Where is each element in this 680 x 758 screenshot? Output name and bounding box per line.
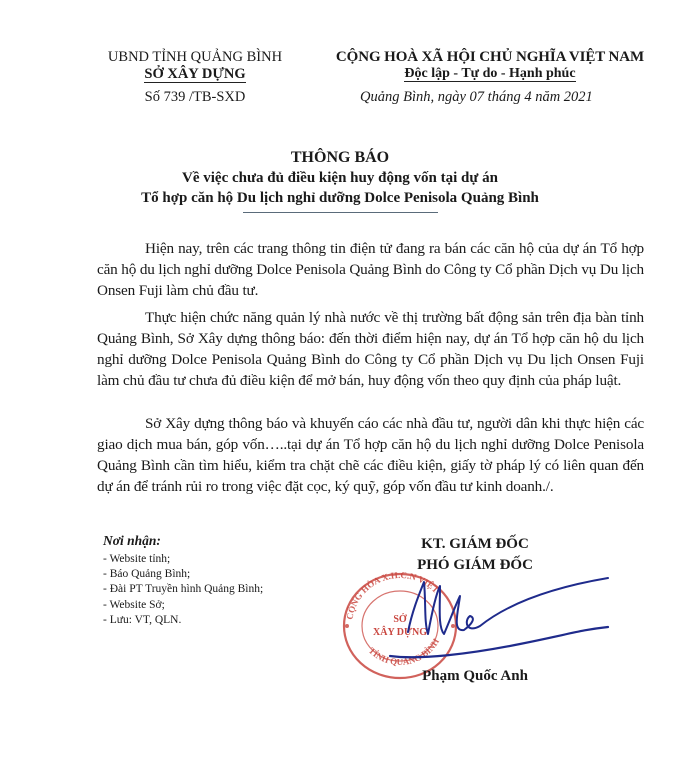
signature-authority-line: KT. GIÁM ĐỐC bbox=[421, 536, 529, 552]
subject-line-2: Tổ hợp căn hộ Du lịch nghỉ dưỡng Dolce Penisola Quảng Bình bbox=[141, 190, 539, 206]
recipients-heading: Nơi nhận: bbox=[103, 533, 161, 548]
document-type: THÔNG BÁO bbox=[290, 149, 390, 166]
document-number: Số 739 /TB-SXD bbox=[144, 89, 246, 105]
subject-line-1: Về việc chưa đủ điều kiện huy động vốn tại dự án bbox=[182, 170, 498, 186]
agency-name bbox=[90, 66, 300, 83]
agency-name-text: SỞ XÂY DỰNG bbox=[144, 66, 246, 82]
recipients-list bbox=[103, 552, 263, 628]
signature-title-line: PHÓ GIÁM ĐỐC bbox=[417, 557, 533, 573]
svg-text:SỞ: SỞ bbox=[393, 614, 407, 625]
svg-text:XÂY DỰNG: XÂY DỰNG bbox=[373, 627, 427, 638]
handwritten-signature-icon bbox=[380, 572, 610, 672]
body-paragraph-2: Thực hiện chức năng quản lý nhà nước về thị trường bất động sản trên địa bàn tỉnh Quảng Bình, Sở Xây dựng thông báo: đến thời điểm hiện nay, dự án Tổ hợp căn hộ du lịch nghỉ dưỡng Dolce Penisola Quảng Bình do Công ty Cổ phần Dịch vụ Du lịch Onsen Fuji làm chủ đầu tư chưa đủ điều kiện để mở bán, huy động vốn theo quy định của pháp luật. bbox=[97, 309, 644, 389]
recipient-item: - Website Sở; bbox=[103, 598, 263, 613]
national-motto bbox=[300, 66, 680, 82]
recipient-item: - Website tỉnh; bbox=[103, 552, 263, 567]
agency-parent: UBND TỈNH QUẢNG BÌNH bbox=[107, 49, 283, 65]
recipient-item: - Báo Quảng Bình; bbox=[103, 567, 263, 582]
date-line: Quảng Bình, ngày 07 tháng 4 năm 2021 bbox=[360, 89, 593, 105]
body-paragraph-3: Sở Xây dựng thông báo và khuyến cáo các nhà đầu tư, người dân khi thực hiện các giao dịch mua bán, góp vốn…..tại dự án Tổ hợp căn hộ du lịch nghỉ dưỡng Dolce Penisola Quảng Bình cần tìm hiểu, kiểm tra chặt chẽ các điều kiện, giấy tờ pháp lý có liên quan đến dự án để tránh rủi ro trong việc đặt cọc, ký quỹ, góp vốn đầu tư kinh doanh./. bbox=[97, 415, 644, 495]
national-title: CỘNG HOÀ XÃ HỘI CHỦ NGHĨA VIỆT NAM bbox=[335, 49, 645, 65]
recipient-item: - Đài PT Truyền hình Quảng Bình; bbox=[103, 582, 263, 597]
signer-name: Phạm Quốc Anh bbox=[422, 668, 528, 684]
title-divider bbox=[243, 212, 438, 213]
body-paragraph-1: Hiện nay, trên các trang thông tin điện tử đang ra bán các căn hộ của dự án Tổ hợp căn hộ du lịch nghỉ dưỡng Dolce Penisola Quảng Bình do Công ty Cổ phần Dịch vụ Du lịch Onsen Fuji làm chủ đầu tư. bbox=[97, 240, 644, 299]
national-motto-text: Độc lập - Tự do - Hạnh phúc bbox=[404, 66, 576, 81]
svg-text:TỈNH QUẢNG BÌNH: TỈNH QUẢNG BÌNH bbox=[366, 636, 442, 667]
recipient-item: - Lưu: VT, QLN. bbox=[103, 613, 263, 628]
svg-text:CỘNG HÒA X.H.C.N VIỆT: CỘNG HÒA X.H.C.N VIỆT bbox=[344, 569, 441, 621]
